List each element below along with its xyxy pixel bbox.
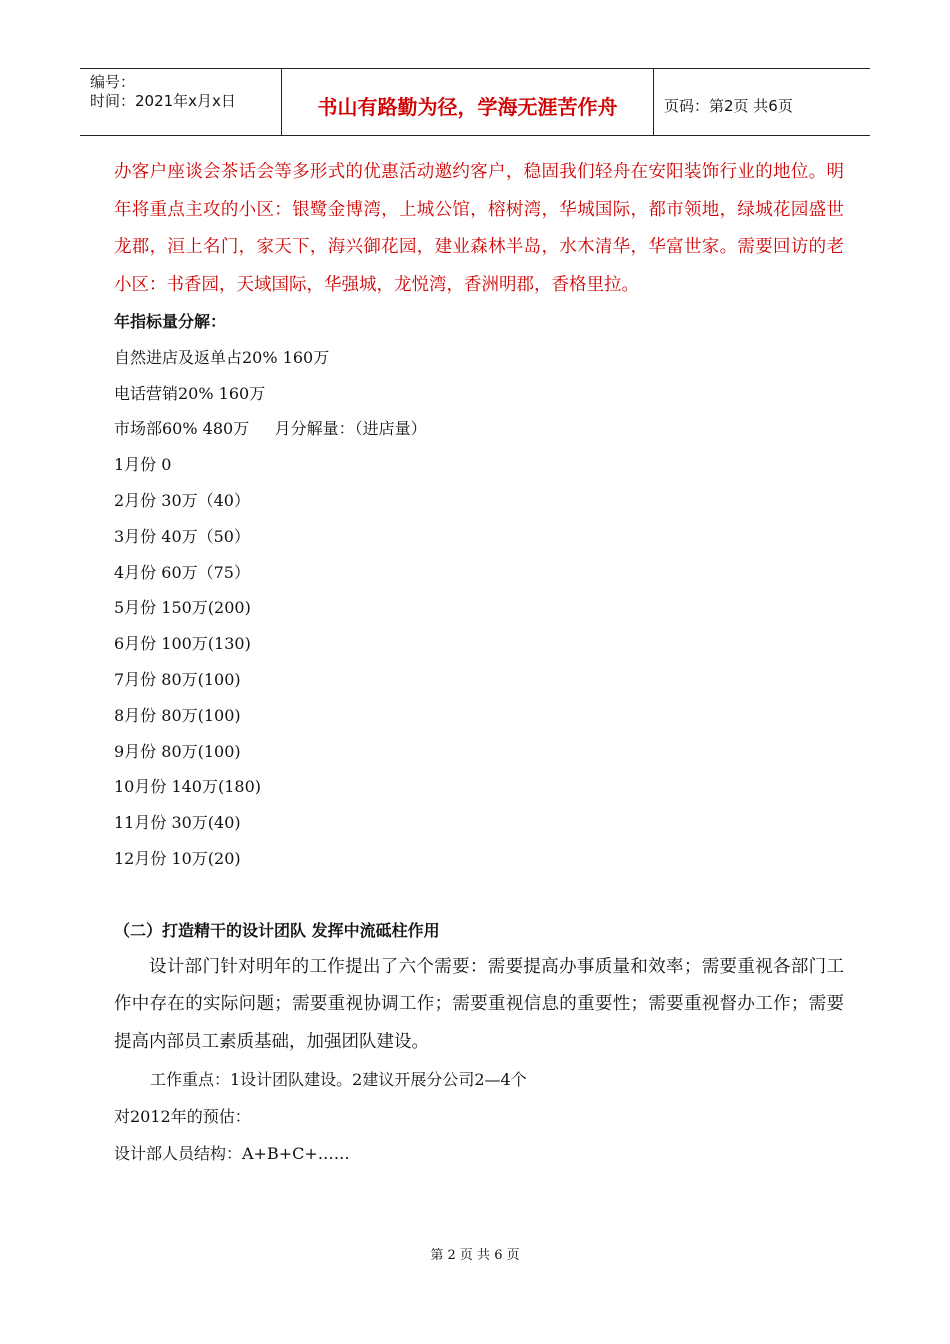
work-focus: 工作重点：1设计团队建设。2建议开展分公司2—4个 xyxy=(150,1070,527,1090)
monthly-line: 11月份 30万(40) xyxy=(114,813,241,833)
intro-red-paragraph: 办客户座谈会茶话会等多形式的优惠活动邀约客户，稳固我们轻舟在安阳装饰行业的地位。明年将重点主攻的小区：银鹭金博湾，上城公馆，榕树湾，华城国际，都市领地，绿城花园盛世龙郡，洹上名门，家天下，海兴御花园，建业森林半岛，水木清华，华富世家。需要回访的老小区：书香园，天域国际，华强城，龙悦湾，香洲明郡，香格里拉。 xyxy=(114,162,844,295)
spacer xyxy=(114,877,844,913)
annual-line: 市场部60% 480万 月分解量：（进店量） xyxy=(114,419,427,439)
monthly-line: 2月份 30万（40） xyxy=(114,490,250,510)
monthly-line: 3月份 40万（50） xyxy=(114,526,250,546)
annual-line: 自然进店及返单占20% 160万 xyxy=(114,347,330,367)
page-footer: 第 2 页 共 6 页 xyxy=(430,1248,520,1263)
monthly-line: 4月份 60万（75） xyxy=(114,562,250,582)
header-number-label: 编号： xyxy=(90,73,136,91)
monthly-line: 7月份 80万(100) xyxy=(114,669,241,689)
staff-structure: 设计部人员结构：A+B+C+…… xyxy=(114,1144,350,1164)
monthly-line: 9月份 80万(100) xyxy=(114,741,241,761)
monthly-line: 12月份 10万(20) xyxy=(114,848,241,868)
monthly-line: 6月份 100万(130) xyxy=(114,634,251,654)
monthly-line: 5月份 150万(200) xyxy=(114,598,251,618)
monthly-line: 10月份 140万(180) xyxy=(114,777,262,797)
section2-paragraph: 设计部门针对明年的工作提出了六个需要：需要提高办事质量和效率；需要重视各部门工作中存在的实际问题；需要重视协调工作；需要重视信息的重要性；需要重视督办工作；需要提高内部员工素质基础，加强团队建设。 xyxy=(114,956,844,1052)
monthly-line: 8月份 80万(100) xyxy=(114,705,241,725)
page-content xyxy=(114,154,844,1172)
header-motto: 书山有路勤为径，学海无涯苦作舟 xyxy=(282,69,654,135)
header-time-label: 时间：2021年x月x日 xyxy=(90,92,236,110)
page-header xyxy=(80,68,870,136)
annual-line: 电话营销20% 160万 xyxy=(114,383,266,403)
annual-heading: 年指标量分解： xyxy=(114,312,227,331)
header-meta xyxy=(80,69,282,135)
monthly-line: 1月份 0 xyxy=(114,455,172,475)
forecast: 对2012年的预估： xyxy=(114,1107,251,1127)
header-page-info: 页码：第2页 共6页 xyxy=(664,96,793,115)
section2-heading: （二）打造精干的设计团队 发挥中流砥柱作用 xyxy=(114,920,440,940)
